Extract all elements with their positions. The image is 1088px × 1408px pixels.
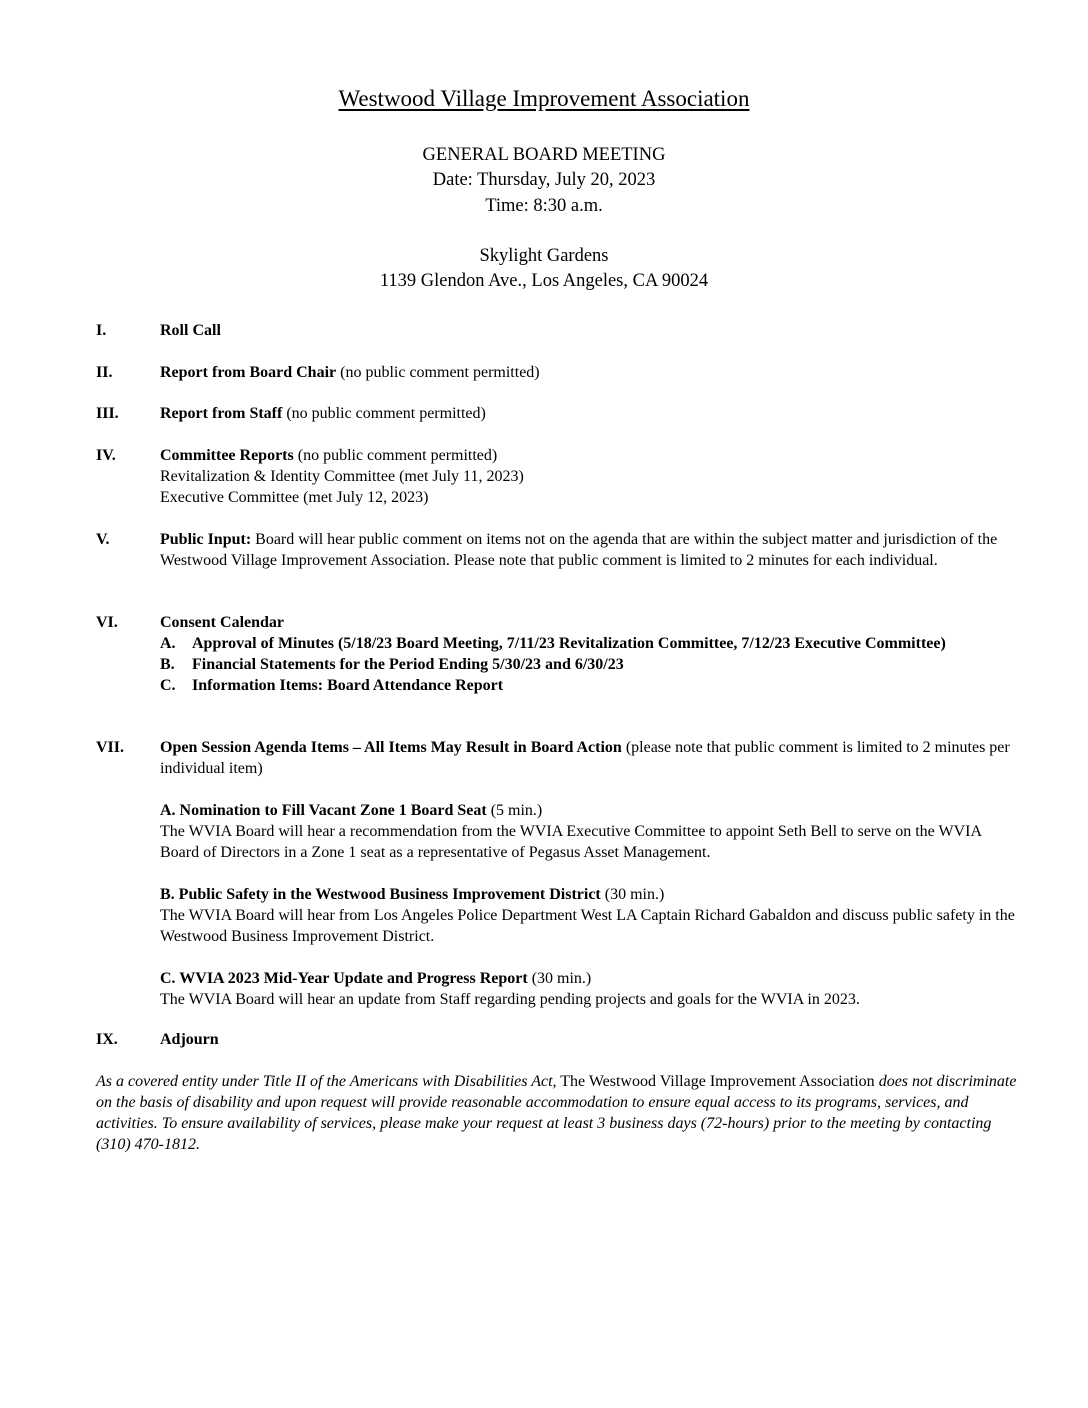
- consent-item: [160, 633, 1020, 654]
- item-number: I.: [96, 322, 107, 339]
- item-note: (no public comment permitted): [282, 405, 486, 422]
- item-title: Open Session Agenda Items – All Items May Result in Board Action: [160, 739, 622, 756]
- consent-item-text: Financial Statements for the Period Ending 5/30/23 and 6/30/23: [192, 656, 624, 673]
- notice-italic-rest: does not discriminate on the basis of disability and upon request will provide reasonable accommodation to ensure equal access to its programs, services, and activities. To ensure availability of services, please make your request at least 3 business days (72-hours) prior to the meeting by contacting (310) 470-1812.: [96, 1073, 1017, 1153]
- item-title: Public Input:: [160, 531, 252, 548]
- item-note: (please note that public comment is limited to 2 minutes per individual item): [160, 739, 1010, 777]
- item-text: Board will hear public comment on items not on the agenda that are within the subject matter and jurisdiction of the Westwood Village Improvement Association. Please note that public comment is limited to 2 minutes for each individual.: [160, 531, 998, 569]
- item-title: Committee Reports: [160, 447, 294, 464]
- item-note: (no public comment permitted): [336, 364, 540, 381]
- open-item-text: The WVIA Board will hear an update from Staff regarding pending projects and goals for the WVIA in 2023.: [160, 991, 860, 1008]
- item-number: II.: [96, 364, 113, 381]
- open-item-time: (5 min.): [486, 802, 543, 819]
- open-item-title: A. Nomination to Fill Vacant Zone 1 Board Seat: [160, 802, 487, 819]
- open-item-time: (30 min.): [600, 886, 665, 903]
- open-item-time: (30 min.): [527, 970, 592, 987]
- item-letter: B.: [160, 656, 175, 673]
- meeting-type: GENERAL BOARD MEETING: [422, 145, 666, 165]
- consent-item-text: Information Items: Board Attendance Report: [192, 677, 504, 694]
- open-item-text: The WVIA Board will hear from Los Angeles Police Department West LA Captain Richard Gabaldon and discuss public safety in the Westwood Business Improvement District.: [160, 907, 1015, 945]
- item-title: Report from Board Chair: [160, 364, 337, 381]
- consent-item-text: Approval of Minutes (5/18/23 Board Meeting, 7/11/23 Revitalization Committee, 7/12/23 Executive Committee): [192, 635, 946, 652]
- consent-item: [160, 675, 1020, 696]
- item-letter: A.: [160, 635, 176, 652]
- item-title: Roll Call: [160, 322, 221, 339]
- consent-item: [160, 654, 1020, 675]
- open-session-item: [160, 800, 1020, 863]
- item-title: Report from Staff: [160, 405, 283, 422]
- item-title: Adjourn: [160, 1031, 219, 1048]
- committee-line: Executive Committee (met July 12, 2023): [160, 489, 429, 506]
- meeting-date: Date: Thursday, July 20, 2023: [432, 170, 656, 190]
- item-number: III.: [96, 405, 119, 422]
- item-title: Consent Calendar: [160, 614, 285, 631]
- meeting-time: Time: 8:30 a.m.: [485, 196, 603, 216]
- item-letter: C.: [160, 677, 176, 694]
- item-number: VII.: [96, 739, 125, 756]
- item-number: VI.: [96, 614, 118, 631]
- notice-plain: The Westwood Village Improvement Association: [556, 1073, 879, 1090]
- organization-title: Westwood Village Improvement Association: [338, 86, 750, 111]
- open-session-item: [160, 968, 1020, 1010]
- open-item-title: B. Public Safety in the Westwood Business Improvement District: [160, 886, 601, 903]
- item-number: V.: [96, 531, 110, 548]
- item-number: IX.: [96, 1031, 118, 1048]
- open-session-item: [160, 884, 1020, 947]
- item-number: IV.: [96, 447, 116, 464]
- open-item-title: C. WVIA 2023 Mid-Year Update and Progress Report: [160, 970, 528, 987]
- ada-notice: [96, 1071, 1024, 1155]
- committee-line: Revitalization & Identity Committee (met July 11, 2023): [160, 468, 524, 485]
- venue-address: 1139 Glendon Ave., Los Angeles, CA 90024: [379, 271, 709, 291]
- venue-name: Skylight Gardens: [479, 246, 609, 266]
- notice-italic-lead: As a covered entity under Title II of the Americans with Disabilities Act,: [96, 1073, 557, 1090]
- item-note: (no public comment permitted): [293, 447, 498, 464]
- open-item-text: The WVIA Board will hear a recommendation from the WVIA Executive Committee to appoint Seth Bell to serve on the WVIA Board of Directors in a Zone 1 seat as a representative of Pegasus Asset Management.: [160, 823, 982, 861]
